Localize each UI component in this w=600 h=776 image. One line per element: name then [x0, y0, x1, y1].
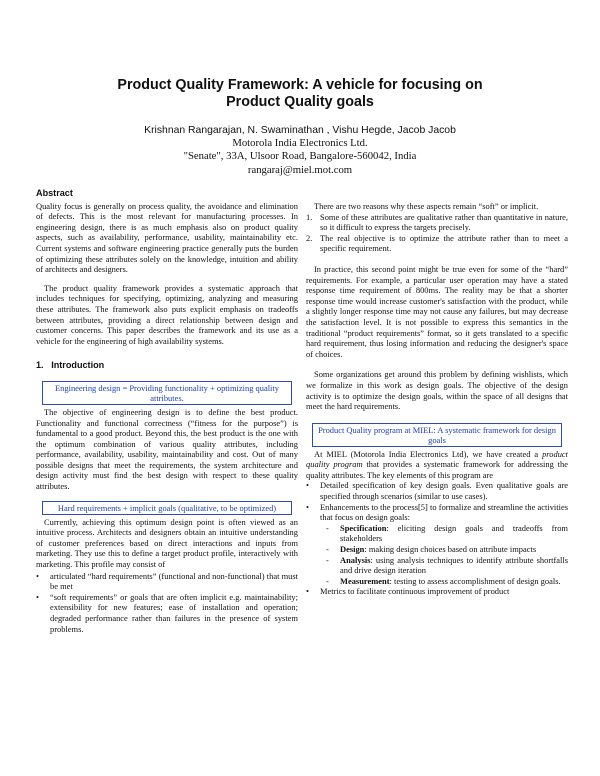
title-line-2: Product Quality goals [226, 94, 374, 110]
right-paragraph-2: In practice, this second point might be true even for some of the “hard” requirements. For example, a particular user operation may have a stated response time requirement of 800ms. The reality may be that a shorter response time would increase customer's satisfaction with the product, while a slightly longer response time may not cause any failures, but may decrease the satisfaction level. It is not possible to express this semantics in the traditional “product requirements” format, so it gets translated to a specific hard requirement, thus losing information and reducing the designer's space of choices. [306, 263, 568, 359]
list-item: • Enhancements to the process[5] to formalize and streamline the activities that focus on design goals: [306, 501, 568, 523]
list-item: - Analysis: using analysis techniques to identify attribute shortfalls and drive design iteration [326, 554, 568, 576]
title-line-1: Product Quality Framework: A vehicle for focusing on [117, 77, 483, 93]
miel-paragraph: At MIEL (Motorola India Electronics Ltd), we have created a product quality program that provides a systematic framework for addressing the quality attributes. The key elements of this program are [306, 448, 568, 480]
list-item: - Measurement: testing to assess accomplishment of design goals. [326, 575, 561, 586]
list-item: • Detailed specification of key design goals. Even qualitative goals are specified through scenarios (similar to use cases). [306, 480, 568, 502]
callout-box-hard-requirements: Hard requirements + implicit goals (qualitative, to be optimized) [42, 501, 292, 515]
reasons-numbered-list [306, 212, 568, 254]
list-item: • “soft requirements” or goals that are often implicit e.g. maintainability; extensibility for new features; ease of installation and operation; degraded performance rather than failures in the presence of system problems. [36, 591, 298, 634]
callout-box-product-quality-program: Product Quality program at MIEL: A systematic framework for design goals [312, 423, 562, 447]
program-elements-list [306, 480, 568, 522]
list-item: 1. Some of these attributes are qualitative rather than quantitative in nature, so it difficult to express the targets precisely. [306, 211, 568, 233]
intro-paragraph-1: The objective of engineering design is to define the best product. Functionality and functional correctness (“fitness for the purpose”) is fundamental to a good product. Beyond this, the best product is the one with the optimum combination of various quality attributes, including performance, availability, usability, maintainability and cost. Out of many possible designs that meet the requirements, the system architecture and design activity must find the best design with respect to these quality attributes. [36, 406, 298, 492]
metrics-bullet-list [306, 586, 568, 597]
affiliation: Motorola India Electronics Ltd. [232, 137, 368, 150]
process-activities-list [306, 523, 568, 587]
address: "Senate", 33A, Ulsoor Road, Bangalore-560042, India [183, 150, 417, 163]
abstract-heading: Abstract [36, 188, 73, 198]
list-item: 2. The real objective is to optimize the attribute rather than to meet a specific requirement. [306, 232, 568, 254]
author-block [40, 124, 560, 177]
intro-heading [36, 360, 298, 371]
intro-heading-text: Introduction [51, 360, 105, 371]
right-paragraph-1: There are two reasons why these aspects remain “soft” or implicit. [314, 201, 539, 211]
callout-box-engineering-design: Engineering design = Providing functionality + optimizing quality attributes. [42, 381, 292, 405]
list-item: • articulated “hard requirements” (functional and non-functional) that must be met [36, 570, 298, 592]
email: rangaraj@miel.mot.com [247, 163, 353, 176]
list-item: - Specification: eliciting design goals and tradeoffs from stakeholders [326, 522, 568, 544]
author-names: Krishnan Rangarajan, N. Swaminathan , Vishu Hegde, Jacob Jacob [144, 125, 456, 136]
left-column [36, 188, 298, 634]
abstract-paragraph-1: Quality focus is generally on process quality, the avoidance and elimination of defects. This is the most relevant for manufacturing processes. In engineering design, there is as much emphasis also on product quality aspects, such as availability, performance, usability, maintainability etc. Current systems and software engineering practice generally puts the burden of optimizing these attributes solely on the knowledge, intuition and ability of architects and designers. [36, 200, 298, 275]
right-paragraph-3: Some organizations get around this problem by defining wishlists, which we formalize in this work as design goals. The objective of the design activity is to optimize the design goals, within the space of all designs that meet the hard requirements. [306, 369, 568, 412]
intro-paragraph-2: Currently, achieving this optimum design point is often viewed as an intuitive process. Architects and designers obtain an intuitive understanding of customer preferences based on direct interactions and inputs from marketing. They use this to define a target product profile, interactively with marketing. This profile may consist of [36, 516, 298, 570]
right-column [306, 201, 568, 597]
list-item: - Design: making design choices based on attribute impacts [326, 544, 537, 555]
abstract-paragraph-2: The product quality framework provides a systematic approach that includes techniques for specifying, optimizing, analyzing and measuring these attributes. The framework also puts explicit emphasis on tradeoffs between attributes, providing a direct relationship between design and customer concerns. This paper describes the framework and its use as a vehicle for the engineering of high availability systems. [36, 282, 298, 346]
requirements-bullet-list [36, 571, 298, 635]
paper-title [40, 77, 560, 111]
list-item: • Metrics to facilitate continuous improvement of product [306, 586, 510, 597]
intro-number: 1. [36, 360, 44, 371]
